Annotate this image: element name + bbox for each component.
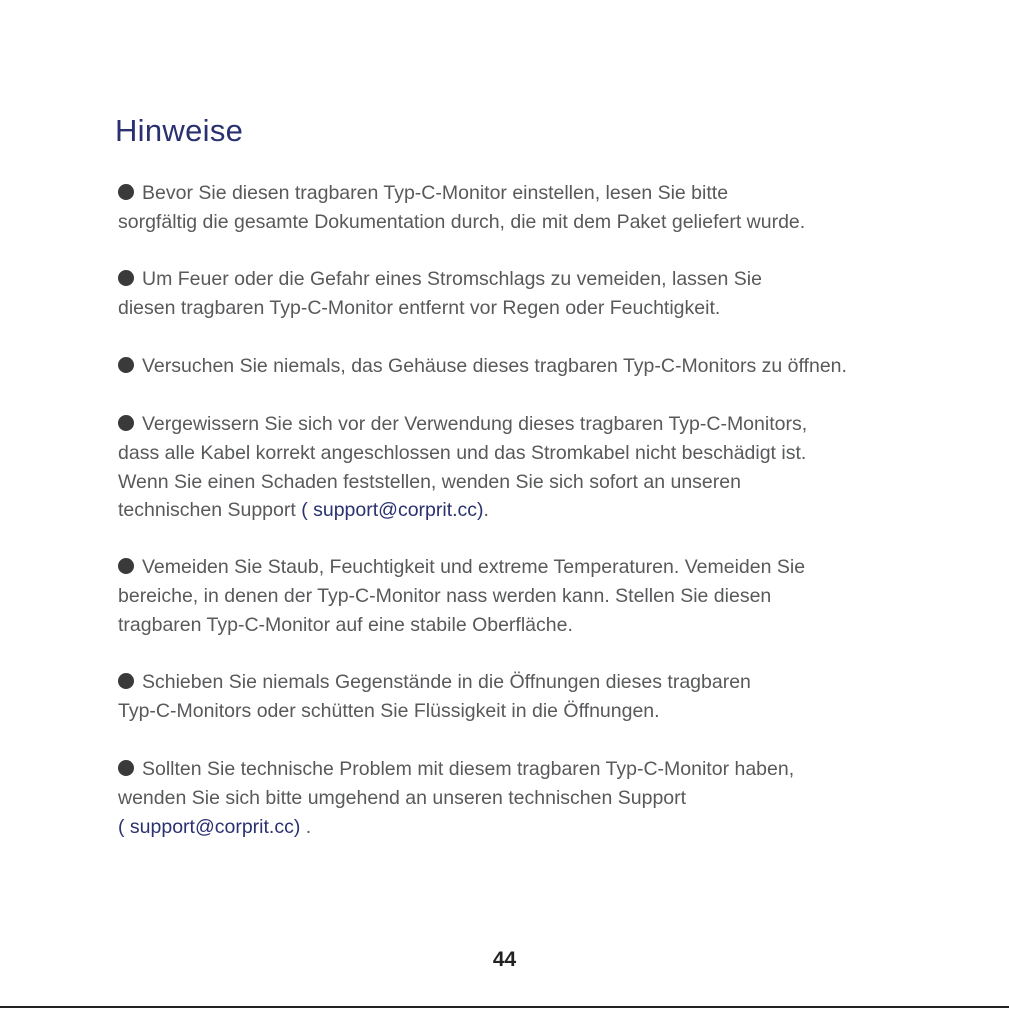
note-5-line-1: Vemeiden Sie Staub, Feuchtigkeit und extreme Temperaturen. Vemeiden Sie <box>142 556 806 578</box>
bullet-icon <box>118 760 134 776</box>
note-6 <box>118 668 998 726</box>
bullet-icon <box>118 357 134 373</box>
note-4-line-4: technischen Support <box>118 499 302 522</box>
note-7-line-1: Sollten Sie technische Problem mit diesem tragbaren Typ-C-Monitor haben, <box>142 758 795 780</box>
note-5 <box>118 553 998 639</box>
note-7-line-2: wenden Sie sich bitte umgehend an unseren technischen Support <box>118 786 687 809</box>
note-3-line-1: Versuchen Sie niemals, das Gehäuse dieses tragbaren Typ-C-Monitors zu öffnen. <box>142 355 847 377</box>
note-4-line-1: Vergewissern Sie sich vor der Verwendung dieses tragbaren Typ-C-Monitors, <box>142 413 808 435</box>
note-6-line-1: Schieben Sie niemals Gegenstände in die Öffnungen dieses tragbaren <box>142 671 751 693</box>
note-5-line-2: bereiche, in denen der Typ-C-Monitor nass werden kann. Stellen Sie diesen <box>118 584 772 607</box>
bullet-icon <box>118 270 134 286</box>
bullet-icon <box>118 673 134 689</box>
support-email-link[interactable]: ( support@corprit.cc) <box>118 815 301 838</box>
note-2-line-1: Um Feuer oder die Gefahr eines Stromschlags zu vemeiden, lassen Sie <box>142 268 762 290</box>
note-1 <box>118 179 998 237</box>
note-7-period: . <box>300 815 312 838</box>
page-title: Hinweise <box>115 113 244 148</box>
note-5-line-3: tragbaren Typ-C-Monitor auf eine stabile Oberfläche. <box>118 613 573 636</box>
support-email-link[interactable]: ( support@corprit.cc) <box>301 499 484 522</box>
note-4-line-3: Wenn Sie einen Schaden feststellen, wenden Sie sich sofort an unseren <box>118 470 741 493</box>
page-number: 44 <box>492 948 517 971</box>
bullet-icon <box>118 415 134 431</box>
note-1-line-2: sorgfältig die gesamte Dokumentation durch, die mit dem Paket geliefert wurde. <box>118 210 806 233</box>
bullet-icon <box>118 558 134 574</box>
note-7 <box>118 755 998 841</box>
note-4 <box>118 410 998 525</box>
note-1-line-1: Bevor Sie diesen tragbaren Typ-C-Monitor einstellen, lesen Sie bitte <box>142 182 729 204</box>
bullet-icon <box>118 184 134 200</box>
note-4-period: . <box>483 499 489 522</box>
note-2 <box>118 265 998 323</box>
note-4-line-2: dass alle Kabel korrekt angeschlossen und das Stromkabel nicht beschädigt ist. <box>118 441 807 464</box>
note-3 <box>118 352 998 381</box>
note-6-line-2: Typ-C-Monitors oder schütten Sie Flüssigkeit in die Öffnungen. <box>118 699 660 722</box>
note-2-line-2: diesen tragbaren Typ-C-Monitor entfernt vor Regen oder Feuchtigkeit. <box>118 296 721 319</box>
footer-divider <box>0 1006 1009 1008</box>
